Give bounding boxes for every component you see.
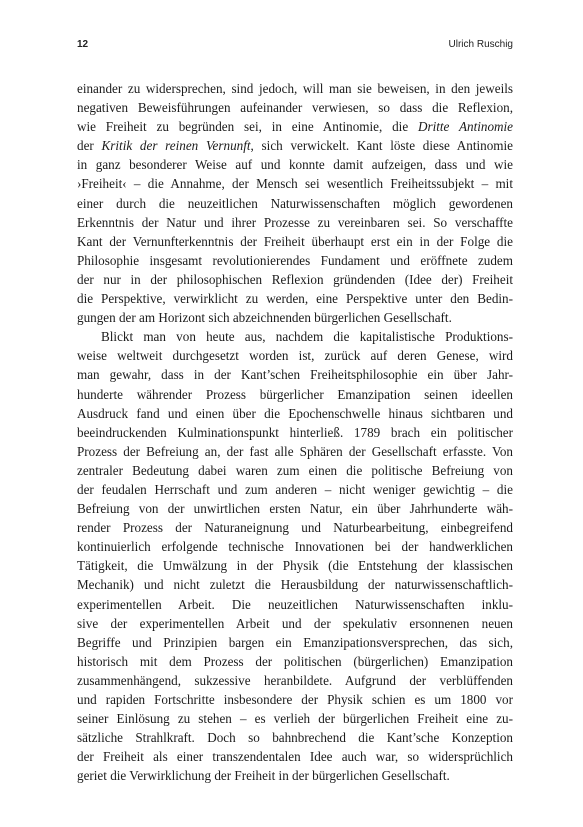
text-line [77,537,513,556]
text-run: sätzliche Strahlkraft. Doch so bahnbrechend die Kant’sche Konzeption [77,730,513,746]
text-run: Ausdruck fand und einen über die Epochenschwelle hinaus sichtbaren und [77,405,513,421]
text-run: geriet die Verwirklichung der Freiheit in der bürgerlichen Gesellschaft. [77,768,450,784]
text-run: weise weltweit durchgesetzt worden ist, zurück auf deren Genese, wird [77,348,513,364]
text-line [77,423,513,442]
text-run: negativen Beweisführungen aufeinander verwiesen, so dass die Reflexion, [77,100,513,116]
text-line [77,155,513,174]
text-run: kontinuierlich erfolgende technische Innovationen bei der handwerklichen [77,539,513,555]
text-line [77,174,513,193]
text-line [77,136,513,155]
text-line [77,385,513,404]
text-line [77,442,513,461]
text-line [77,213,513,232]
text-line [77,728,513,747]
text-line [77,194,513,213]
text-run: der nur in der philosophischen Reflexion gründenden (Idee der) Freiheit [77,271,513,287]
text-line [77,232,513,251]
text-line [77,270,513,289]
body-text [77,79,513,785]
text-run: Prozess der Befreiung an, der fast alle Sphären der Gesellschaft erfasste. Von [77,443,513,459]
text-run: einander zu widersprechen, sind jedoch, will man sie beweisen, in den jeweils [77,81,513,96]
text-run: beeindruckenden Kulminationspunkt hinterließ. 1789 brach ein politischer [77,424,513,440]
text-line [77,251,513,270]
text-run: Tätigkeit, die Umwälzung in der Physik (die Entstehung der klassischen [77,558,513,574]
text-line [77,480,513,499]
text-run: Mechanik) und nicht zuletzt die Herausbildung der naturwissenschaftlich- [77,577,513,593]
text-run: die Perspektive, verwirklicht zu werden, eine Perspektive unter den Bedin- [77,291,513,307]
text-run: einer durch die neuzeitlichen Naturwissenschaften möglich gewordenen [77,195,513,211]
italic-title: Kritik der reinen Vernunft [101,138,251,154]
text-line [77,575,513,594]
page-header [77,39,513,53]
text-run: Philosophie insgesamt revolutionierendes Fundament und eröffnete zudem [77,252,513,268]
text-line [77,652,513,671]
text-line [77,556,513,575]
text-line [77,690,513,709]
text-run: der Freiheit als einer transzendentalen Idee auch war, so widersprüchlich [77,749,513,765]
text-run: Begriffe und Prinzipien bargen ein Emanzipationsversprechen, das sich, [77,634,513,650]
text-run: Blickt man von heute aus, nachdem die kapitalistische Produktions- [101,329,513,345]
text-line [77,365,513,384]
text-run: Kant der Vernunfterkenntnis der Freiheit überhaupt erst ein in der Folge die [77,233,513,249]
page-number: 12 [77,39,89,50]
text-line [77,595,513,614]
italic-title: Dritte Antinomie [418,119,513,135]
text-run: gungen der am Horizont sich abzeichnenden bürgerlichen Gesellschaft. [77,310,452,326]
text-run: experimentellen Arbeit. Die neuzeitlichen Naturwissenschaften inklu- [77,596,513,612]
text-run: zusammenhängend, sukzessive heranbildete. Aufgrund der verblüffenden [77,672,513,688]
text-run: Befreiung von der unwirtlichen ersten Natur, ein über Jahrhunderte wäh- [77,501,513,517]
text-line [77,709,513,728]
text-line [77,614,513,633]
text-line [77,117,513,136]
text-line [77,289,513,308]
text-run: Erkenntnis der Natur und ihrer Prozesse zu vereinbaren sei. So verschaffte [77,214,513,230]
text-run: der [77,138,102,154]
text-run: render Prozess der Naturaneignung und Naturbearbeitung, einbegreifend [77,520,513,536]
text-line [77,79,513,98]
text-run: zentraler Bedeutung dabei waren zum einen die politische Befreiung von [77,462,513,478]
text-line [77,404,513,423]
text-run: ›Freiheit‹ – die Annahme, der Mensch sei wesentlich Freiheitssubjekt – mit [77,176,513,192]
text-line [77,766,513,785]
text-line [77,747,513,766]
text-line [77,671,513,690]
text-run: , sich verwickelt. Kant löste diese Antinomie [250,138,513,154]
text-run: der feudalen Herrschaft und zum anderen – nicht weniger gewichtig – die [77,481,513,497]
text-run: wie Freiheit zu begründen sei, in eine Antinomie, die [77,119,418,135]
text-run: und rapiden Fortschritte insbesondere der Physik schien es um 1800 vor [77,692,513,707]
text-line [77,98,513,117]
text-run: in ganz besonderer Weise auf und konnte damit aufzeigen, dass und wie [77,157,513,173]
text-run: sive der experimentellen Arbeit und der spekulativ ersonnenen neuen [77,615,513,631]
text-line [77,518,513,537]
text-run: historisch mit dem Prozess der politischen (bürgerlichen) Emanzipation [77,653,513,669]
text-line [77,327,513,346]
text-line [77,461,513,480]
running-head: Ulrich Ruschig [448,39,513,50]
text-line [77,346,513,365]
text-run: seiner Einlösung zu stehen – es verlieh der bürgerlichen Freiheit eine zu- [77,711,513,727]
text-run: hunderte währender Prozess bürgerlicher Emanzipation seinen ideellen [77,386,513,402]
text-line [77,633,513,652]
text-line [77,308,513,327]
text-line [77,499,513,518]
text-run: man gewahr, dass in der Kant’schen Freiheitsphilosophie ein über Jahr- [77,367,513,383]
